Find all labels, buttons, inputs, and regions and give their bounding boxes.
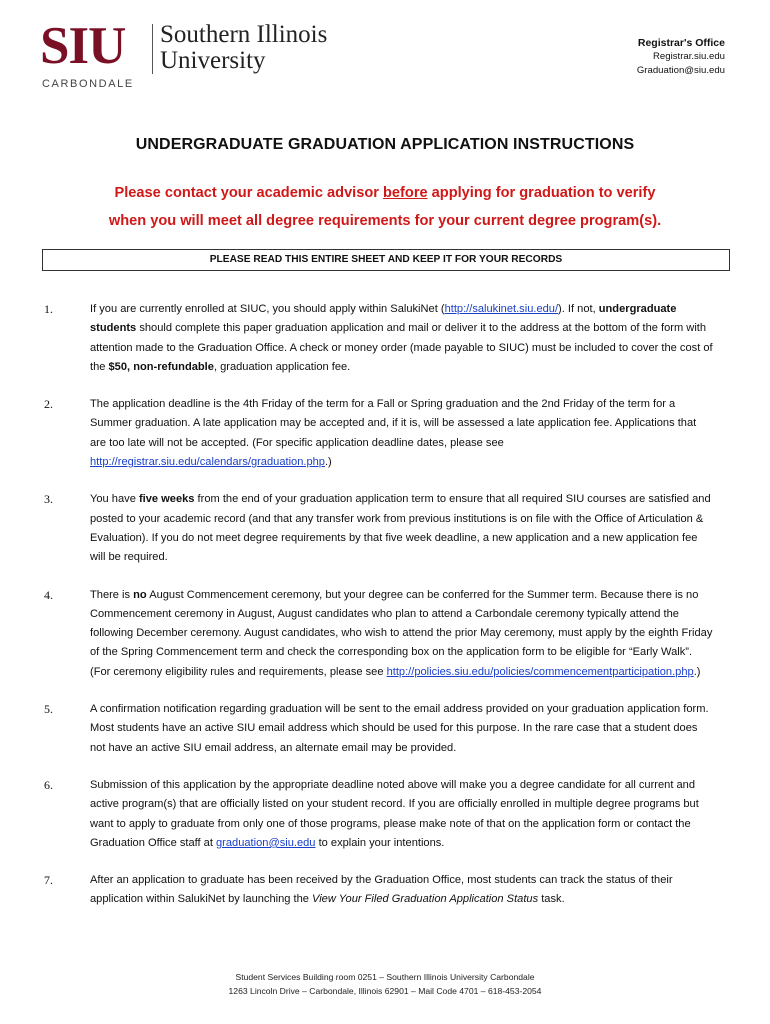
item-text (90, 300, 714, 377)
text-run: August Commencement ceremony, but your degree can be conferred for the Summer term. Because there is no Commencement ceremony in August, August candidates who plan to attend a Carbondale ceremony typically attend the following December ceremony. August candidates, who wish to attend the prior May ceremony, must apply by the eighth Friday of the Spring Commencement term and check the corresponding box on the application form to be eligible for “Early Walk”. (For ceremony eligibility rules and requirements, please see (90, 588, 713, 678)
item-text (90, 490, 714, 567)
advisor-warning (0, 179, 770, 235)
item-number: 1. (44, 302, 53, 316)
logo-campus: CARBONDALE (42, 78, 134, 90)
item-number: 7. (44, 873, 53, 888)
text-run: from the end of your graduation application term to ensure that all required SIU courses are satisfied and posted to your academic record (and that any transfer work from previous institutions is on file with the Office of Articulation & Evaluation). If you do not meet degree requirements by that five week deadline, a new application and a new application fee will be required. (90, 493, 711, 564)
page-title: UNDERGRADUATE GRADUATION APPLICATION INSTRUCTIONS (135, 136, 635, 153)
text-run: Submission of this application by the appropriate deadline noted above will make you a degree candidate for all current and active program(s) that are officially listed on your student record. If you are officially enrolled in multiple degree programs but want to apply to graduate from only one of those programs, please make note of that on the application form or contact the Graduation Office staff at (90, 778, 699, 849)
instruction-item-7 (42, 871, 714, 910)
text-run: task. (538, 893, 565, 906)
item-text (90, 586, 714, 682)
bold-run: five weeks (138, 493, 195, 506)
office-website: Registrar.siu.edu (653, 51, 725, 62)
instruction-item-1 (42, 300, 714, 377)
commencement-policy-link[interactable]: http://policies.siu.edu/policies/commencementparticipation.php (386, 665, 694, 678)
text-run: You have (90, 493, 139, 506)
item-number: 4. (44, 587, 53, 602)
text-run: If you are currently enrolled at SIUC, you should apply within SalukiNet ( (90, 303, 445, 315)
instruction-item-6 (42, 776, 714, 853)
text-run: .) (324, 456, 332, 469)
footer-line-1: Student Services Building room 0251 – Southern Illinois University Carbondale (235, 972, 535, 982)
logo-line-1: Southern Illinois (160, 21, 328, 48)
graduation-email-link[interactable]: graduation@siu.edu (216, 836, 316, 849)
instruction-item-4 (42, 586, 714, 682)
office-email: Graduation@siu.edu (636, 65, 725, 76)
text-run: ). If not, (558, 303, 599, 315)
item-number: 2. (44, 397, 53, 412)
item-number: 6. (44, 777, 53, 792)
warning-text: Please contact your academic advisor (114, 185, 384, 201)
bold-run: $50, non-refundable (108, 360, 214, 373)
bold-run: no (133, 588, 147, 601)
footer-line-2: 1263 Lincoln Drive – Carbondale, Illinois 62901 – Mail Code 4701 – 618-453-2054 (228, 986, 542, 996)
item-number: 3. (44, 492, 53, 507)
text-run: to explain your intentions. (315, 836, 445, 849)
office-title: Registrar's Office (637, 37, 725, 49)
italic-run: View Your Filed Graduation Application Status (312, 893, 539, 906)
logo-university-name (160, 22, 327, 74)
text-run: should complete this paper graduation application and mail or deliver it to the address at the bottom of the form with attention made to the Graduation Office. A check or money order (made payable to SIUC) must be included to cover the cost of the (90, 322, 713, 373)
item-text (90, 871, 714, 910)
registrar-office-block (637, 36, 725, 78)
siu-logo (40, 17, 370, 92)
text-run: There is (90, 588, 134, 601)
text-run: .) (693, 665, 701, 678)
bold-run: undergraduate students (90, 303, 677, 335)
instruction-item-5 (42, 700, 714, 758)
warning-emphasis: before (383, 185, 428, 201)
instruction-item-2 (42, 395, 714, 472)
footer-address (0, 970, 770, 998)
warning-text: applying for graduation to verify (427, 185, 656, 201)
warning-line-2: when you will meet all degree requirements for your current degree program(s). (108, 213, 662, 229)
logo-siu-mark: SIU (40, 17, 126, 75)
instruction-list (42, 300, 714, 910)
graduation-calendar-link[interactable]: http://registrar.siu.edu/calendars/graduation.php (90, 456, 325, 469)
read-notice-box: PLEASE READ THIS ENTIRE SHEET AND KEEP IT FOR YOUR RECORDS (42, 249, 730, 271)
item-text (90, 776, 714, 853)
text-run: After an application to graduate has been received by the Graduation Office, most students can track the status of their application within SalukiNet by launching the (90, 874, 673, 906)
salukinet-link[interactable]: http://salukinet.siu.edu/ (444, 303, 559, 315)
text-run: , graduation application fee. (213, 360, 351, 373)
item-number: 5. (44, 702, 53, 717)
text-run: The application deadline is the 4th Friday of the term for a Fall or Spring graduation and the 2nd Friday of the term for a Summer graduation. A late application may be accepted and, if it is, will be assessed a late application fee. Applications that are too late will not be accepted. (For specific application deadline dates, please see (90, 398, 697, 449)
item-text: A confirmation notification regarding graduation will be sent to the email address provided on your graduation application form. Most students have an active SIU email address which should be used for this purpose. In the rare case that a student does not have an active SIU email address, an alternate email may be provided. (90, 703, 709, 754)
logo-line-2: University (160, 47, 266, 74)
logo-divider (152, 24, 153, 74)
warning-line-1 (0, 179, 770, 207)
item-text (90, 395, 714, 472)
instruction-item-3 (42, 490, 714, 567)
